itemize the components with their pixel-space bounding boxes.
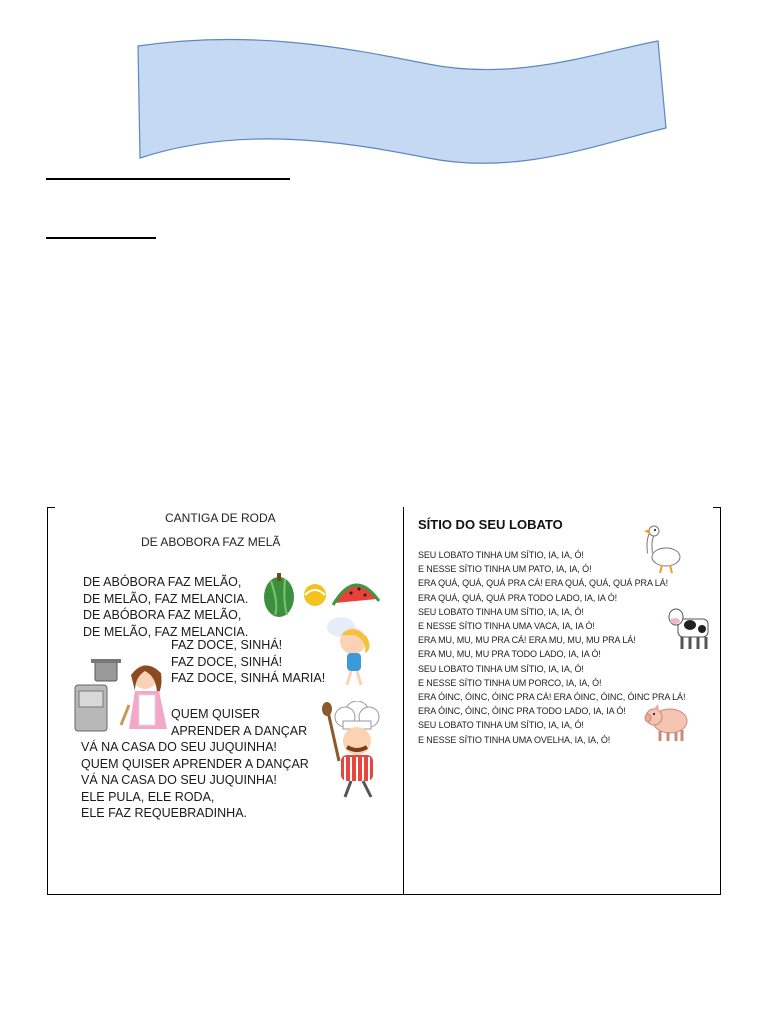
frame-left — [47, 507, 48, 895]
frame-right — [720, 507, 721, 895]
poem-line: QUEM QUISER APRENDER A DANÇAR — [81, 756, 309, 771]
poem-line: DE MELÃO, FAZ MELANCIA. — [83, 624, 249, 639]
poem-line: APRENDER A DANÇAR — [171, 723, 308, 738]
poem-stanza-2 — [171, 637, 325, 687]
poem-stanza-3a — [171, 706, 307, 739]
songs-box — [47, 507, 721, 895]
frame-corner-right — [713, 507, 721, 508]
frame-bottom — [47, 894, 721, 895]
duck-icon — [640, 525, 684, 575]
blank-line-date — [46, 237, 156, 239]
sitio-panel — [412, 507, 712, 887]
pig-icon — [644, 701, 690, 743]
poem-line: VÁ NA CASA DO SEU JUQUINHA! — [81, 773, 277, 787]
poem-stanza-1 — [83, 574, 248, 640]
poem-line: FAZ DOCE, SINHÁ MARIA! — [171, 671, 326, 685]
lyric-line: SEU LOBATO TINHA UM SÍTIO, IA, IA, Ó! — [418, 663, 584, 674]
lyric-line: ERA QUÁ, QUÁ, QUÁ PRA CÁ! ERA QUÁ, QUÁ, QUÁ PRA LÁ! — [418, 578, 668, 589]
lyric-line: E NESSE SÍTIO TINHA UM PATO, IA, IA, Ó! — [418, 564, 592, 575]
blank-line-name — [46, 178, 290, 180]
poem-line: VÁ NA CASA DO SEU JUQUINHA! — [81, 740, 277, 754]
watermelon-icon — [333, 585, 379, 605]
melon-icon — [304, 584, 326, 606]
poem-line: ELE FAZ REQUEBRADINHA. — [81, 806, 248, 820]
frame-corner-left — [47, 507, 55, 508]
girl-tasting-icon — [319, 613, 381, 689]
kitchen-illustration — [69, 655, 179, 735]
lyric-line: SEU LOBATO TINHA UM SÍTIO, IA, IA, Ó! — [418, 606, 584, 617]
chef-boy-icon — [313, 701, 391, 801]
cantiga-subtitle: DE ABOBORA FAZ MELÃ — [141, 535, 281, 549]
girl-cook-icon — [121, 665, 167, 729]
fruits-illustration — [255, 565, 381, 619]
poem-line: DE ABÓBORA FAZ MELÃO, — [83, 575, 242, 589]
cantiga-title: CANTIGA DE RODA — [165, 511, 276, 525]
cow-icon — [668, 603, 712, 653]
lyric-line: ERA MU, MU, MU PRA TODO LADO, IA, IA Ó! — [418, 649, 601, 660]
cantiga-panel — [55, 507, 395, 887]
lyric-line: E NESSE SÍTIO TINHA UMA VACA, IA, IA Ó! — [418, 621, 595, 632]
poem-stanza-3b — [81, 739, 309, 822]
sitio-title: SÍTIO DO SEU LOBATO — [418, 517, 563, 532]
lyric-line: SEU LOBATO TINHA UM SÍTIO, IA, IA, Ó! — [418, 720, 584, 731]
poem-line: FAZ DOCE, SINHÁ! — [171, 654, 283, 669]
lyric-line: E NESSE SÍTIO TINHA UMA OVELHA, IA, IA, Ó! — [418, 734, 611, 745]
poem-line: FAZ DOCE, SINHÁ! — [171, 638, 283, 652]
poem-line: QUEM QUISER — [171, 707, 260, 721]
lyric-line: ERA MU, MU, MU PRA CÁ! ERA MU, MU, MU PRA LÁ! — [418, 635, 636, 646]
poem-line: DE ABÓBORA FAZ MELÃO, — [83, 608, 242, 622]
lyric-line: ERA ÓINC, ÓINC, ÓINC PRA CÁ! ERA ÓINC, ÓINC, ÓINC PRA LÁ! — [418, 692, 686, 703]
stove-pot-icon — [75, 659, 121, 731]
lyric-line: ERA ÓINC, ÓINC, ÓINC PRA TODO LADO, IA, IA Ó! — [418, 706, 626, 717]
lyric-line: E NESSE SÍTIO TINHA UM PORCO, IA, IA, Ó! — [418, 677, 602, 688]
poem-line: ELE PULA, ELE RODA, — [81, 789, 215, 804]
column-divider — [403, 507, 404, 895]
poem-line: DE MELÃO, FAZ MELANCIA. — [83, 591, 249, 606]
wave-banner — [128, 36, 668, 166]
lyric-line: ERA QUÁ, QUÁ, QUÁ PRA TODO LADO, IA, IA Ó! — [418, 592, 618, 603]
pumpkin-icon — [264, 573, 294, 617]
lyric-line: SEU LOBATO TINHA UM SÍTIO, IA, IA, Ó! — [418, 550, 584, 560]
